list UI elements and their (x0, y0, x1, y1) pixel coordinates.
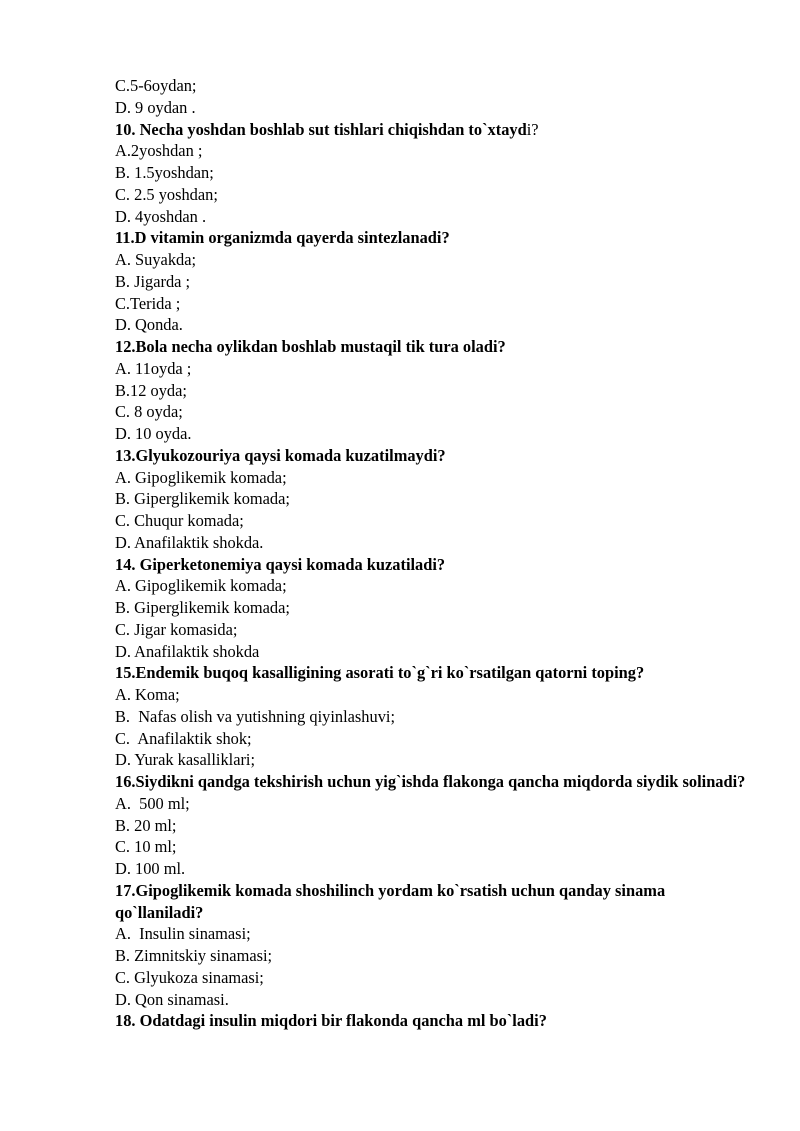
answer-option: C. 2.5 yoshdan; (115, 184, 218, 204)
question-block-17 (115, 880, 755, 1011)
answer-option: A. 11oyda ; (115, 358, 192, 378)
answer-option: D. 10 oyda. (115, 424, 192, 443)
answer-option: D. Anafilaktik shokda. (115, 532, 264, 552)
answer-option: C. Jigar komasida; (115, 619, 238, 639)
question-title: 10. Necha yoshdan boshlab sut tishlari chiqishdan to`xtaydi? (115, 119, 539, 139)
answer-option: D. Anafilaktik shokda (115, 641, 260, 661)
answer-option: A. Koma; (115, 685, 180, 704)
question-block-10 (115, 119, 755, 228)
answer-option: D. Qonda. (115, 315, 183, 335)
question-title: 14. Giperketonemiya qaysi komada kuzatiladi? (115, 554, 446, 574)
question-title: 13.Glyukozouriya qaysi komada kuzatilmaydi? (115, 445, 446, 465)
question-block-13 (115, 445, 755, 554)
answer-option: B.12 oyda; (115, 380, 187, 400)
answer-option: A. Gipoglikemik komada; (115, 467, 287, 487)
answer-option: B. Giperglikemik komada; (115, 489, 290, 509)
answer-option: C. Glyukoza sinamasi; (115, 967, 264, 987)
answer-option: D. 100 ml. (115, 859, 186, 878)
question-title: 18. Odatdagi insulin miqdori bir flakonda qancha ml bo`ladi? (115, 1011, 547, 1031)
answer-option: A. Gipoglikemik komada; (115, 576, 287, 596)
question-block-15 (115, 662, 755, 771)
answer-option: B. 1.5yoshdan; (115, 163, 214, 182)
answer-option: C.5-6oydan; (115, 76, 197, 95)
answer-option: B. Nafas olish va yutishning qiyinlashuvi; (115, 706, 395, 726)
answer-option: A.2yoshdan ; (115, 141, 203, 161)
question-block-18 (115, 1010, 755, 1032)
question-block-11 (115, 227, 755, 336)
answer-option: B. Giperglikemik komada; (115, 598, 290, 617)
question-title: 17.Gipoglikemik komada shoshilinch yordam ko`rsatish uchun qanday sinama qo`llaniladi? (115, 880, 666, 922)
answer-option: A. Insulin sinamasi; (115, 924, 251, 944)
answer-option: C. Chuqur komada; (115, 511, 244, 530)
answer-option: D. Qon sinamasi. (115, 989, 229, 1009)
question-title: 15.Endemik buqoq kasalligining asorati to`g`ri ko`rsatilgan qatorni toping? (115, 663, 645, 683)
answer-option: C. Anafilaktik shok; (115, 728, 252, 748)
answer-option: C. 8 oyda; (115, 402, 183, 422)
question-title: 11.D vitamin organizmda qayerda sintezlanadi? (115, 228, 450, 248)
answer-option: D. 9 oydan . (115, 97, 196, 117)
answer-option: D. 4yoshdan . (115, 206, 207, 226)
question-block-16 (115, 771, 755, 880)
document-page (115, 75, 755, 1032)
answer-option: D. Yurak kasalliklari; (115, 750, 256, 770)
question-block-14 (115, 554, 755, 663)
answer-option: C.Terida ; (115, 293, 181, 313)
question-title: 12.Bola necha oylikdan boshlab mustaqil tik tura oladi? (115, 337, 506, 356)
answer-option: B. Jigarda ; (115, 271, 191, 291)
question-block-12 (115, 336, 755, 445)
answer-option: A. 500 ml; (115, 793, 190, 813)
answer-option: A. Suyakda; (115, 250, 197, 269)
answer-option: B. Zimnitskiy sinamasi; (115, 946, 273, 965)
answer-option: C. 10 ml; (115, 837, 177, 857)
question-title: 16.Siydikni qandga tekshirish uchun yig`ishda flakonga qancha miqdorda siydik solinadi? (115, 772, 746, 791)
answer-option: B. 20 ml; (115, 815, 177, 835)
